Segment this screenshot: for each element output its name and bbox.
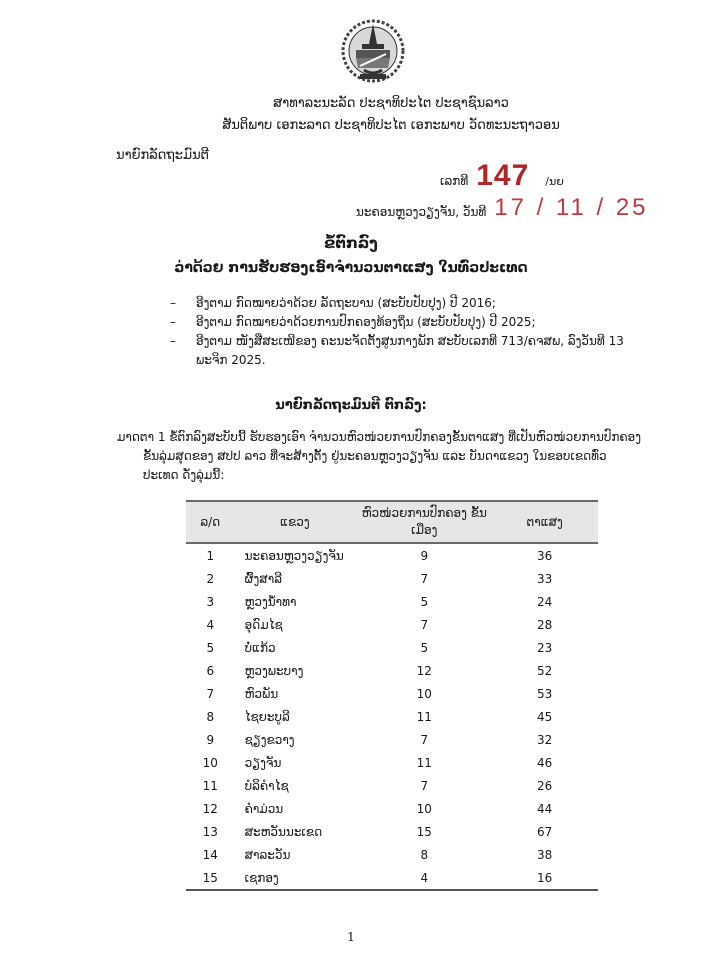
table-header-row — [186, 501, 598, 543]
cell-districts: 7 — [420, 778, 429, 793]
cell-villages: 44 — [537, 801, 553, 816]
references-list — [170, 294, 690, 370]
cell-districts: 11 — [416, 709, 432, 724]
cell-districts: 15 — [416, 824, 432, 839]
document-number-suffix: /ນຍ — [545, 175, 564, 188]
document-title: ຂໍ້ຕົກລົງ — [324, 234, 378, 252]
decree-line: ນາຍົກລັດຖະມົນຕີ ຕົກລົງ: — [275, 398, 427, 413]
cell-number: 15 — [186, 866, 235, 890]
table-row — [186, 774, 598, 797]
table-row — [186, 866, 598, 890]
table-row — [186, 728, 598, 751]
cell-villages: 53 — [537, 686, 553, 701]
table-row — [186, 820, 598, 843]
document-subtitle: ວ່າດ້ວຍ ການຮັບຮອງເອົາຈຳນວນຕາແສງ ໃນທົ່ວປະເທດ — [174, 260, 528, 276]
cell-number: 1 — [206, 548, 215, 563]
reference-item — [170, 294, 690, 313]
cell-province: ໄຊຍະບູລີ — [244, 709, 290, 724]
table-row — [186, 543, 598, 567]
cell-number: 11 — [202, 778, 218, 793]
dash-bullet: – — [170, 315, 176, 329]
provinces-table — [186, 500, 598, 891]
cell-province: ບໍ່ແກ້ວ — [244, 640, 276, 655]
cell-province: ວຽງຈັນ — [244, 755, 282, 770]
cell-districts: 7 — [420, 617, 429, 632]
cell-province: ຫຼວງນ້ຳທາ — [244, 594, 297, 609]
cell-districts: 10 — [416, 801, 432, 816]
cell-province: ຊຽງຂວາງ — [244, 732, 295, 747]
table-row — [186, 659, 598, 682]
reference-text: ອີງຕາມ ກົດໝາຍວ່າດ້ວຍ ລັດຖະບານ (ສະບັບປັບປຸງ) ປີ 2016; — [196, 296, 496, 310]
cell-number: 12 — [202, 801, 218, 816]
cell-villages: 23 — [537, 640, 553, 655]
reference-text: ອີງຕາມ ກົດໝາຍວ່າດ້ວຍການປົກຄອງທ້ອງຖິ່ນ (ສະບັບປັບປຸງ) ປີ 2025; — [196, 315, 536, 329]
cell-province: ຫົວພັນ — [244, 686, 279, 701]
date-row — [356, 192, 649, 222]
column-header-districts: ຫົວໜ່ວຍການປົກຄອງ ຂັ້ນເມືອງ — [357, 501, 491, 543]
article-line: ຂັ້ນລຸ່ມສຸດຂອງ ສປປ ລາວ ທີ່ຈະສ້າງຕັ້ງ ຢູ່ນະຄອນຫຼວງວຽງຈັນ ແລະ ບັນດາແຂວງ ໃນຂອບເຂດທົ່ວ — [143, 449, 607, 463]
cell-districts: 8 — [420, 847, 429, 862]
cell-districts: 11 — [416, 755, 432, 770]
cell-districts: 7 — [420, 732, 429, 747]
cell-districts: 4 — [357, 866, 491, 890]
date-label: ນະຄອນຫຼວງວຽງຈັນ, ວັນທີ — [356, 205, 487, 219]
dash-bullet: – — [170, 296, 176, 310]
country-name: ສາທາລະນະລັດ ປະຊາທິປະໄຕ ປະຊາຊົນລາວ — [273, 96, 509, 111]
cell-number: 4 — [206, 617, 215, 632]
table-row — [186, 636, 598, 659]
lao-national-emblem — [338, 14, 408, 88]
column-header-province: ແຂວງ — [235, 501, 358, 543]
cell-province: ສາລະວັນ — [244, 847, 291, 862]
cell-province: ເຊກອງ — [235, 866, 358, 890]
table-row — [186, 613, 598, 636]
cell-villages: 28 — [537, 617, 553, 632]
reference-continuation: ພະຈິກ 2025. — [196, 353, 266, 367]
dash-bullet: – — [170, 334, 176, 348]
table-row — [186, 567, 598, 590]
cell-districts: 9 — [420, 548, 429, 563]
table-row — [186, 705, 598, 728]
cell-number: 14 — [202, 847, 218, 862]
document-number-row — [440, 156, 564, 192]
cell-province: ສະຫວັນນະເຂດ — [244, 824, 323, 839]
cell-villages: 32 — [537, 732, 553, 747]
cell-province: ຜົ້ງສາລີ — [244, 571, 283, 586]
cell-number: 9 — [206, 732, 215, 747]
article-line: ປະເທດ ດັ່ງລຸ່ມນີ້: — [143, 468, 225, 482]
cell-villages: 46 — [537, 755, 553, 770]
cell-number: 7 — [206, 686, 215, 701]
cell-number: 3 — [206, 594, 215, 609]
cell-number: 8 — [206, 709, 215, 724]
page-number: 1 — [347, 930, 355, 944]
cell-districts: 12 — [416, 663, 432, 678]
table-row — [186, 682, 598, 705]
document-number: 147 — [476, 159, 530, 192]
table-row — [186, 590, 598, 613]
national-motto: ສັນຕິພາບ ເອກະລາດ ປະຊາທິປະໄຕ ເອກະພາບ ວັດທະນະຖາວອນ — [222, 118, 560, 133]
reference-item — [170, 332, 690, 351]
article-1 — [117, 428, 697, 485]
reference-text: ອີງຕາມ ໜັງສືສະເໜີຂອງ ຄະນະຈັດຕັ້ງສູນກາງພັກ ສະບັບເລກທີ 713/ຄຈສພ, ລົງວັນທີ 13 — [196, 334, 624, 348]
cell-villages: 36 — [537, 548, 553, 563]
table-row — [186, 751, 598, 774]
document-number-label: ເລກທີ — [440, 174, 469, 188]
cell-number: 5 — [206, 640, 215, 655]
cell-villages: 33 — [537, 571, 553, 586]
cell-province: ຄຳມ່ວນ — [244, 801, 284, 816]
reference-item — [170, 313, 690, 332]
cell-districts: 10 — [416, 686, 432, 701]
cell-province: ນະຄອນຫຼວງວຽງຈັນ — [244, 548, 344, 563]
cell-province: ອຸດົມໄຊ — [244, 617, 283, 632]
cell-villages: 26 — [537, 778, 553, 793]
cell-villages: 16 — [491, 866, 598, 890]
article-line: ມາດຕາ 1 ຂໍ້ຕົກລົງສະບັບນີ້ ຮັບຮອງເອົາ ຈຳນວນຫົວໜ່ວຍການປົກຄອງຂັ້ນຕາແສງ ທີ່ເປັນຫົວໜ່ວຍການປົກຄອງ — [117, 430, 642, 444]
cell-districts: 7 — [420, 571, 429, 586]
cell-villages: 38 — [537, 847, 553, 862]
cell-number: 10 — [202, 755, 218, 770]
issuer: ນາຍົກລັດຖະມົນຕີ — [116, 148, 209, 163]
cell-districts: 5 — [420, 640, 429, 655]
cell-villages: 67 — [537, 824, 553, 839]
cell-villages: 45 — [537, 709, 553, 724]
cell-province: ບໍລິຄຳໄຊ — [244, 778, 289, 793]
document-date: 17 / 11 / 25 — [494, 194, 649, 221]
table-row — [186, 797, 598, 820]
cell-villages: 52 — [537, 663, 553, 678]
cell-number: 6 — [206, 663, 215, 678]
column-header-villages: ຕາແສງ — [491, 501, 598, 543]
cell-villages: 24 — [537, 594, 553, 609]
cell-districts: 5 — [420, 594, 429, 609]
column-header-number: ລ/ດ — [186, 501, 235, 543]
cell-province: ຫຼວງພະບາງ — [244, 663, 304, 678]
cell-number: 2 — [206, 571, 215, 586]
table-row — [186, 843, 598, 866]
cell-number: 13 — [202, 824, 218, 839]
